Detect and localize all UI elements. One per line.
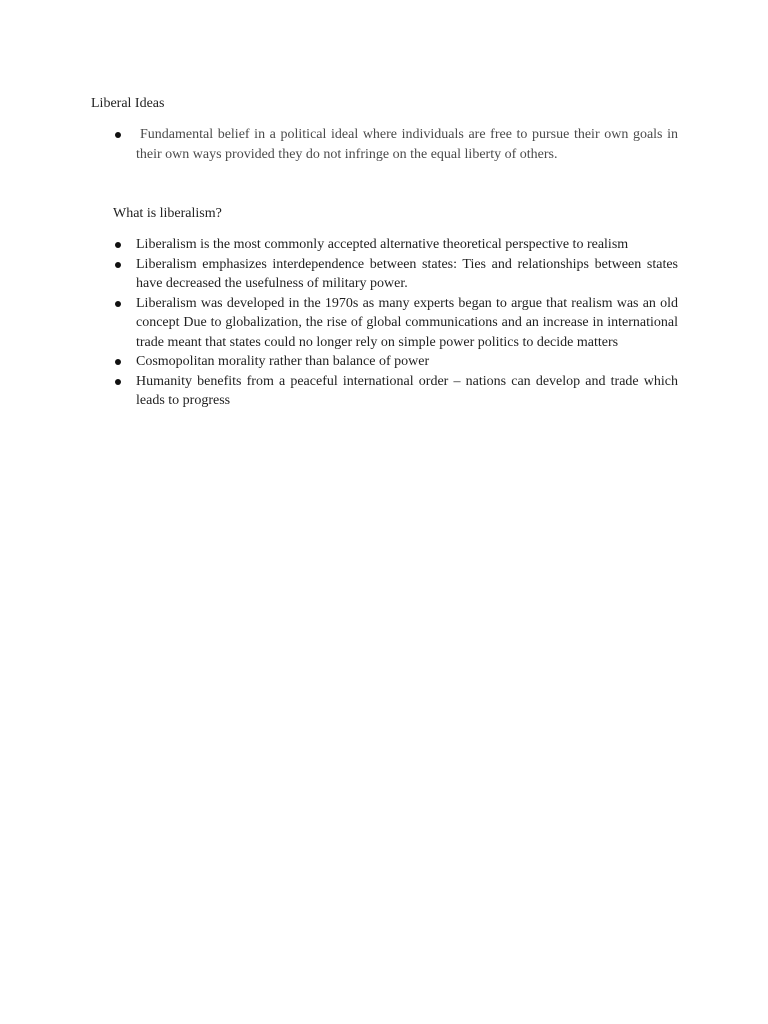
bullet-icon [115, 262, 121, 268]
list-item [136, 125, 678, 164]
list-item [136, 372, 678, 411]
list-item-text: Humanity benefits from a peaceful international order – nations can develop and trade which leads to progress [136, 373, 678, 408]
section-heading: What is liberalism? [113, 206, 222, 221]
list-item [136, 294, 678, 353]
list-item-text: Liberalism emphasizes interdependence between states: Ties and relationships between states have decreased the usefulness of military power. [136, 256, 678, 291]
list-item-text: Fundamental belief in a political ideal where individuals are free to pursue their own goals in their own ways provided they do not infringe on the equal liberty of others. [136, 127, 678, 162]
list-item [136, 255, 678, 294]
bullet-icon [115, 301, 121, 307]
list-item [136, 352, 678, 372]
list-item [136, 235, 678, 255]
liberalism-bullet-list [136, 235, 678, 411]
bullet-icon [115, 359, 121, 365]
list-item-text: Liberalism is the most commonly accepted alternative theoretical perspective to realism [136, 237, 629, 252]
intro-bullet-list [136, 125, 678, 164]
bullet-icon [115, 242, 121, 248]
document-heading: Liberal Ideas [91, 96, 165, 111]
bullet-icon [115, 132, 121, 138]
bullet-icon [115, 379, 121, 385]
list-item-text: Liberalism was developed in the 1970s as many experts began to argue that realism was an old concept Due to globalization, the rise of global communications and an increase in international trade meant that states could no longer rely on simple power politics to decide matters [136, 295, 678, 350]
list-item-text: Cosmopolitan morality rather than balance of power [136, 354, 430, 369]
